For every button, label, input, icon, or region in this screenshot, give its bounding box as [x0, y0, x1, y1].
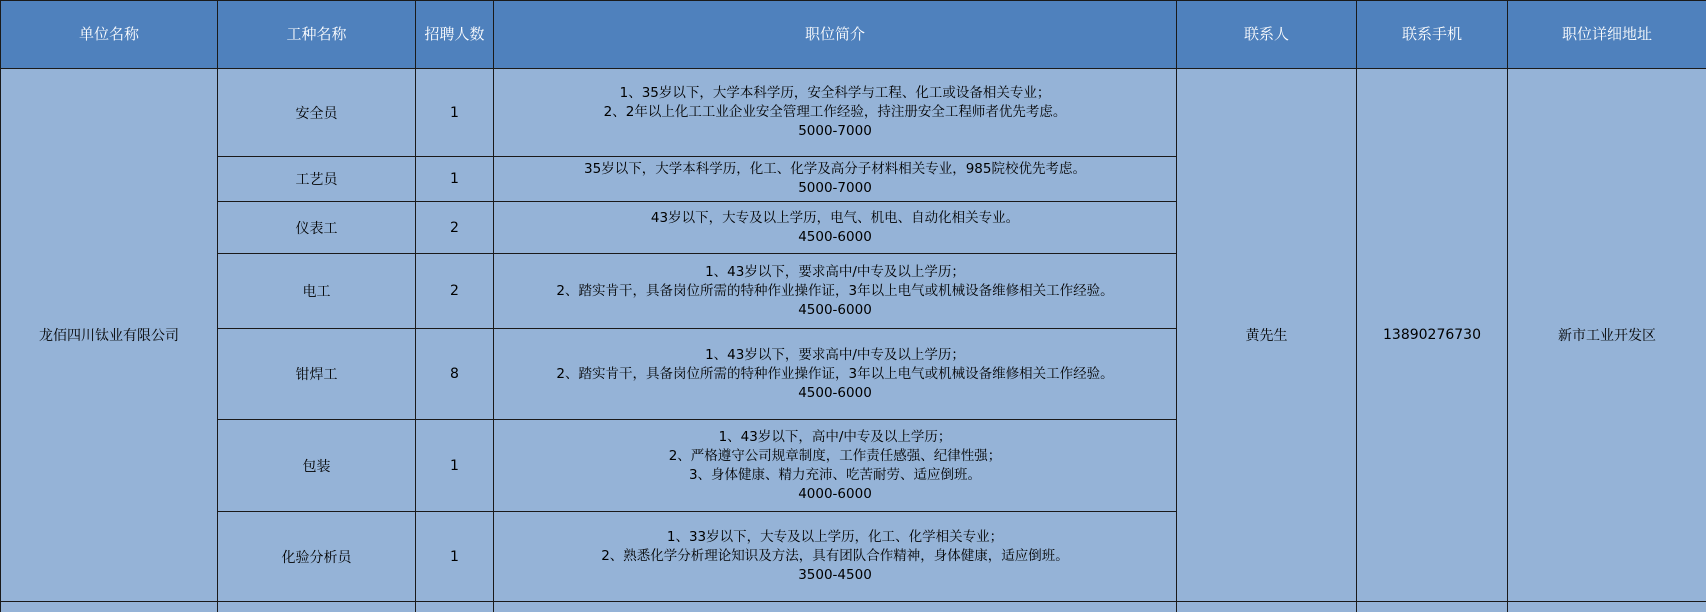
- job-title-cell: 电工: [218, 254, 416, 329]
- description-line: 3、身体健康、精力充沛、吃苦耐劳、适应倒班。: [494, 466, 1176, 485]
- header-row: [1, 1, 1706, 69]
- description-cell: [494, 420, 1177, 512]
- description-line: 4500-6000: [494, 301, 1176, 320]
- phone-cell: 13890276730: [1357, 69, 1508, 602]
- description-line: 4500-6000: [494, 228, 1176, 247]
- job-title-cell: 化验分析员: [218, 512, 416, 602]
- company-name-cell: 龙佰四川钛业有限公司: [1, 69, 218, 602]
- description-line: 2、2年以上化工工业企业安全管理工作经验，持注册安全工程师者优先考虑。: [494, 103, 1176, 122]
- description-cell: [494, 512, 1177, 602]
- job-title-cell: 仪表工: [218, 202, 416, 254]
- description-line: 1、43岁以下，要求高中/中专及以上学历；: [494, 263, 1176, 282]
- header-job-title: 工种名称: [218, 1, 416, 69]
- description-line: 1、33岁以下，大专及以上学历，化工、化学相关专业；: [494, 528, 1176, 547]
- header-contact: 联系人: [1177, 1, 1357, 69]
- description-line: 1、43岁以下，要求高中/中专及以上学历；: [494, 346, 1176, 365]
- headcount-cell: 2: [416, 202, 494, 254]
- empty-cell: [416, 602, 494, 612]
- description-line: 35岁以下，大学本科学历，化工、化学及高分子材料相关专业，985院校优先考虑。: [494, 160, 1176, 179]
- description-cell: [494, 254, 1177, 329]
- job-title-cell: 工艺员: [218, 157, 416, 202]
- contact-cell: 黄先生: [1177, 69, 1357, 602]
- description-line: 2、严格遵守公司规章制度，工作责任感强、纪律性强；: [494, 447, 1176, 466]
- address-cell: 新市工业开发区: [1508, 69, 1706, 602]
- headcount-cell: 1: [416, 420, 494, 512]
- empty-cell: [494, 602, 1177, 612]
- empty-cell: [218, 602, 416, 612]
- headcount-cell: 1: [416, 512, 494, 602]
- description-line: 5000-7000: [494, 179, 1176, 198]
- empty-cell: [1508, 602, 1706, 612]
- description-line: 1、43岁以下，高中/中专及以上学历；: [494, 428, 1176, 447]
- description-line: 2、踏实肯干，具备岗位所需的特种作业操作证，3年以上电气或机械设备维修相关工作经验。: [494, 365, 1176, 384]
- job-title-cell: 钳焊工: [218, 329, 416, 420]
- empty-cell: [1, 602, 218, 612]
- job-title-cell: 包装: [218, 420, 416, 512]
- header-address: 职位详细地址: [1508, 1, 1706, 69]
- header-description: 职位简介: [494, 1, 1177, 69]
- description-cell: [494, 69, 1177, 157]
- description-line: 3500-4500: [494, 566, 1176, 585]
- empty-cell: [1177, 602, 1357, 612]
- description-line: 1、35岁以下，大学本科学历，安全科学与工程、化工或设备相关专业；: [494, 84, 1176, 103]
- headcount-cell: 1: [416, 69, 494, 157]
- job-title-cell: 安全员: [218, 69, 416, 157]
- table-row: [1, 69, 1706, 157]
- next-row-partial: [1, 602, 1706, 612]
- empty-cell: [1357, 602, 1508, 612]
- description-line: 43岁以下，大专及以上学历，电气、机电、自动化相关专业。: [494, 209, 1176, 228]
- header-headcount: 招聘人数: [416, 1, 494, 69]
- description-cell: [494, 157, 1177, 202]
- description-line: 5000-7000: [494, 122, 1176, 141]
- description-line: 4000-6000: [494, 485, 1176, 504]
- description-cell: [494, 329, 1177, 420]
- description-line: 2、熟悉化学分析理论知识及方法，具有团队合作精神，身体健康，适应倒班。: [494, 547, 1176, 566]
- header-company: 单位名称: [1, 1, 218, 69]
- description-line: 2、踏实肯干，具备岗位所需的特种作业操作证，3年以上电气或机械设备维修相关工作经验。: [494, 282, 1176, 301]
- headcount-cell: 1: [416, 157, 494, 202]
- description-cell: [494, 202, 1177, 254]
- headcount-cell: 8: [416, 329, 494, 420]
- description-line: 4500-6000: [494, 384, 1176, 403]
- header-phone: 联系手机: [1357, 1, 1508, 69]
- headcount-cell: 2: [416, 254, 494, 329]
